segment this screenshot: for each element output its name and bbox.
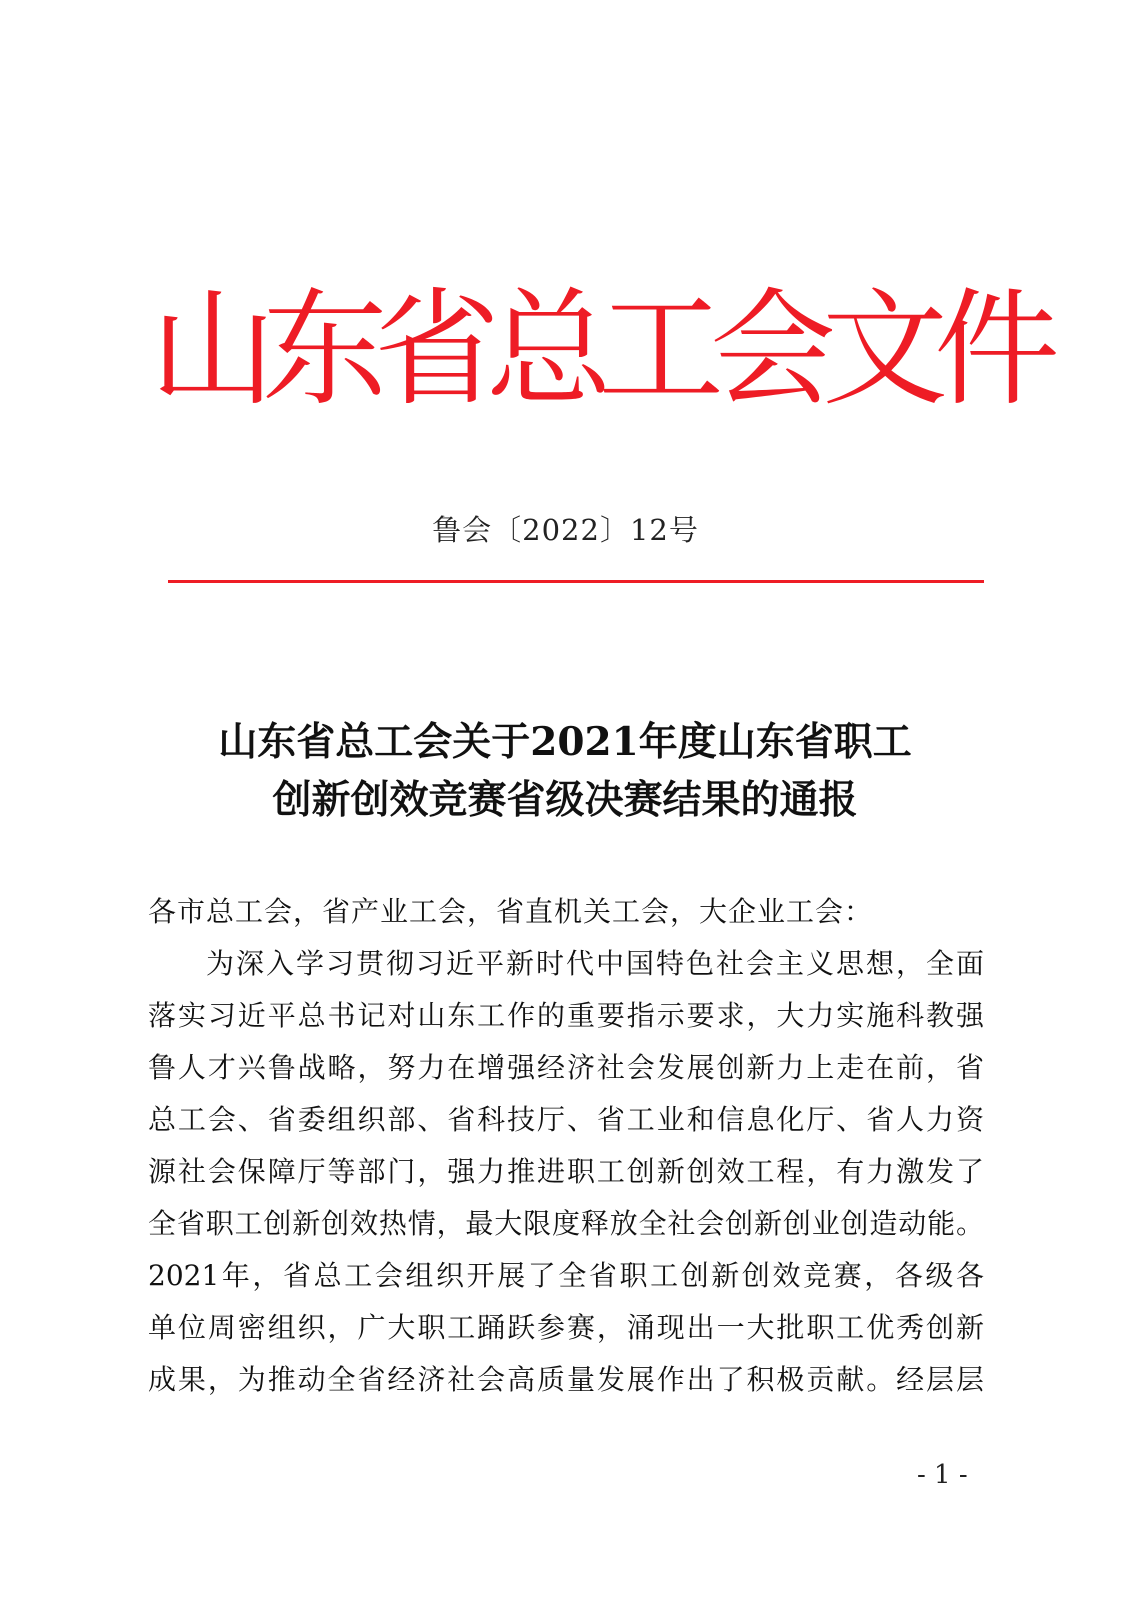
page-number: - 1 - bbox=[917, 1460, 968, 1490]
body-line-7: 2021年，省总工会组织开展了全省职工创新创效竞赛，各级各 bbox=[148, 1259, 984, 1292]
document-number: 鲁会〔2022〕12号 bbox=[432, 513, 699, 547]
body-line-8: 单位周密组织，广大职工踊跃参赛，涌现出一大批职工优秀创新 bbox=[148, 1311, 984, 1344]
body-line-2: 落实习近平总书记对山东工作的重要指示要求，大力实施科教强 bbox=[148, 999, 984, 1032]
body-line-9: 成果，为推动全省经济社会高质量发展作出了积极贡献。经层层 bbox=[148, 1363, 984, 1396]
body-line-6: 全省职工创新创效热情，最大限度释放全社会创新创业创造动能。 bbox=[148, 1207, 984, 1240]
body-line-4: 总工会、省委组织部、省科技厅、省工业和信息化厅、省人力资 bbox=[148, 1103, 984, 1136]
body-line-5: 源社会保障厅等部门，强力推进职工创新创效工程，有力激发了 bbox=[148, 1155, 984, 1188]
document-masthead: 山东省总工会文件 bbox=[150, 276, 1046, 423]
body-line-3: 鲁人才兴鲁战略，努力在增强经济社会发展创新力上走在前，省 bbox=[148, 1051, 984, 1084]
red-divider-line bbox=[168, 580, 984, 583]
document-title bbox=[130, 713, 1000, 829]
title-line-1: 山东省总工会关于2021年度山东省职工 bbox=[218, 719, 912, 765]
salutation: 各市总工会，省产业工会，省直机关工会，大企业工会： bbox=[148, 895, 874, 928]
body-line-1: 为深入学习贯彻习近平新时代中国特色社会主义思想，全面 bbox=[206, 947, 984, 980]
title-line-2: 创新创效竞赛省级决赛结果的通报 bbox=[272, 777, 858, 823]
